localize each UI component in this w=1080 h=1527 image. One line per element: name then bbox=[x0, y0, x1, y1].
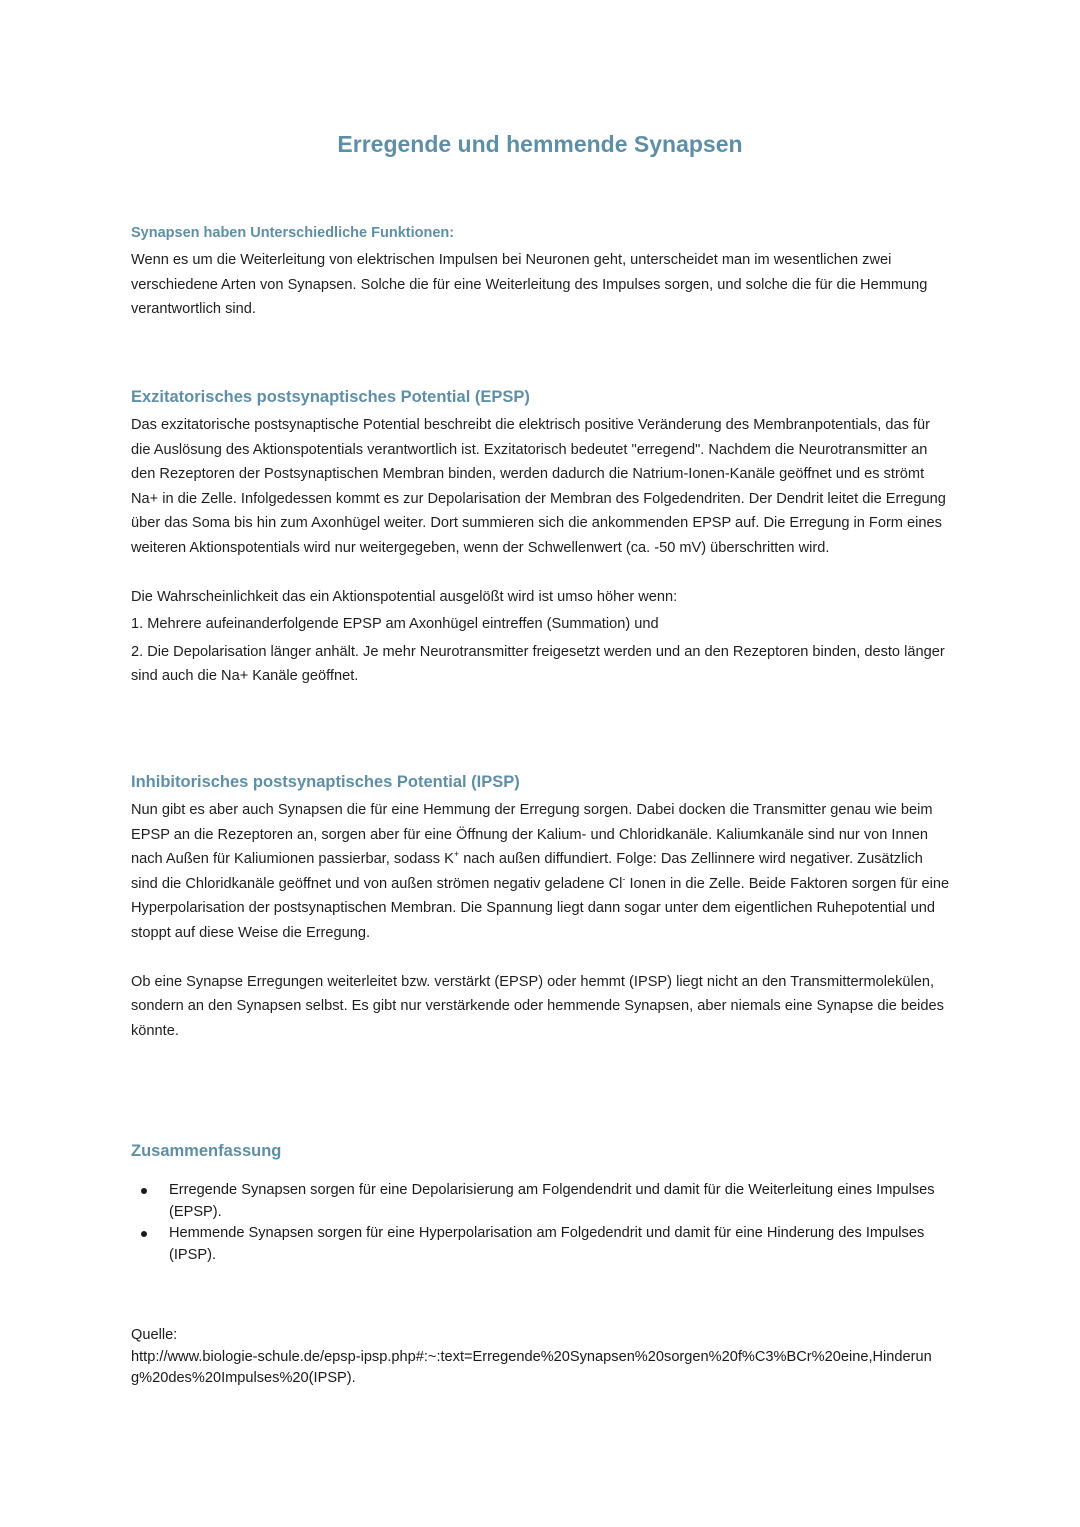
intro-heading: Synapsen haben Unterschiedliche Funktionen: bbox=[131, 225, 455, 241]
potassium-charge: + bbox=[453, 849, 460, 860]
epsp-paragraph: Das exzitatorische postsynaptische Potential beschreibt die elektrisch positive Veränderung des Membranpotentials, das für die Auslösung des Aktionspotentials verantwortlich ist. Exzitatorisch bedeutet "erregend". Nachdem die Neurotransmitter an den Rezeptoren der Postsynaptischen Membran binden, werden dadurch die Natrium-Ionen-Kanäle geöffnet und es strömt Na+ in die Zelle. Infolgedessen kommt es zur Depolarisation der Membran des Folgedendriten. Der Dendrit leitet die Erregung über das Soma bis hin zum Axonhügel weiter. Dort summieren sich die ankommenden EPSP auf. Die Erregung in Form eines weiteren Aktionspotentials wird nur weitergegeben, wenn der Schwellenwert (ca. -50 mV) überschritten wird. bbox=[131, 417, 946, 556]
epsp-heading: Exzitatorisches postsynaptisches Potential (EPSP) bbox=[131, 388, 530, 406]
ipsp-text-b: nach außen diffundiert. Folge: Das Zellinnere wird negativer. Zusätzlich sind die Chloridkanäle geöffnet und von außen strömen negativ geladene Cl bbox=[131, 851, 923, 892]
ipsp-section bbox=[131, 771, 951, 1043]
ipsp-heading: Inhibitorisches postsynaptisches Potential (IPSP) bbox=[131, 773, 520, 791]
source-label: Quelle: bbox=[131, 1327, 178, 1343]
page-title: Erregende und hemmende Synapsen bbox=[337, 131, 743, 157]
intro-section bbox=[131, 223, 951, 322]
chloride-charge: - bbox=[622, 873, 626, 884]
summary-item bbox=[131, 1223, 951, 1266]
summary-item-text: Erregende Synapsen sorgen für eine Depolarisierung am Folgendendrit und damit für die Weiterleitung eines Impulses (EPSP). bbox=[169, 1182, 935, 1220]
summary-heading: Zusammenfassung bbox=[131, 1142, 282, 1160]
epsp-item-2: 2. Die Depolarisation länger anhält. Je mehr Neurotransmitter freigesetzt werden und an den Rezeptoren binden, desto länger sind auch die Na+ Kanäle geöffnet. bbox=[131, 643, 945, 685]
summary-list bbox=[131, 1180, 951, 1266]
intro-paragraph: Wenn es um die Weiterleitung von elektrischen Impulsen bei Neuronen geht, unterscheidet man im wesentlichen zwei verschiedene Arten von Synapsen. Solche die für eine Weiterleitung des Impulses sorgen, und solche die für die Hemmung verantwortlich sind. bbox=[131, 252, 928, 318]
epsp-section bbox=[131, 386, 951, 689]
source-section bbox=[131, 1325, 951, 1390]
epsp-item-1: 1. Mehrere aufeinanderfolgende EPSP am Axonhügel eintreffen (Summation) und bbox=[131, 616, 659, 633]
ipsp-paragraph bbox=[131, 798, 951, 946]
ipsp-text-a: Nun gibt es aber auch Synapsen die für eine Hemmung der Erregung sorgen. Dabei docken die Transmitter genau wie beim EPSP an die Rezeptoren an, sorgen aber für eine Öffnung der Kalium- und Chloridkanäle. Kaliumkanäle sind nur von Innen nach Außen für Kaliumionen passierbar, sodass K bbox=[131, 802, 933, 868]
summary-item bbox=[131, 1180, 951, 1223]
summary-section bbox=[131, 1140, 951, 1162]
ipsp-conclusion-paragraph: Ob eine Synapse Erregungen weiterleitet bzw. verstärkt (EPSP) oder hemmt (IPSP) liegt nicht an den Transmittermolekülen, sondern an den Synapsen selbst. Es gibt nur verstärkende oder hemmende Synapsen, aber niemals eine Synapse die beides könnte. bbox=[131, 973, 944, 1039]
source-link[interactable]: http://www.biologie-schule.de/epsp-ipsp.php#:~:text=Erregende%20Synapsen%20sorgen%20f%C3%BCr%20eine,Hinderung%20des%20Impulses%20(IPSP). bbox=[131, 1348, 932, 1386]
bullet-icon bbox=[141, 1188, 147, 1194]
summary-item-text: Hemmende Synapsen sorgen für eine Hyperpolarisation am Folgedendrit und damit für eine Hinderung des Impulses (IPSP). bbox=[169, 1225, 925, 1263]
bullet-icon bbox=[141, 1231, 147, 1237]
ipsp-text-c: Ionen in die Zelle. Beide Faktoren sorgen für eine Hyperpolarisation der postsynaptischen Membran. Die Spannung liegt dann sogar unter dem eigentlichen Ruhepotential und stoppt auf diese Weise die Erregung. bbox=[131, 875, 950, 941]
epsp-probability-intro: Die Wahrscheinlichkeit das ein Aktionspotential ausgelößt wird ist umso höher wenn: bbox=[131, 588, 678, 605]
